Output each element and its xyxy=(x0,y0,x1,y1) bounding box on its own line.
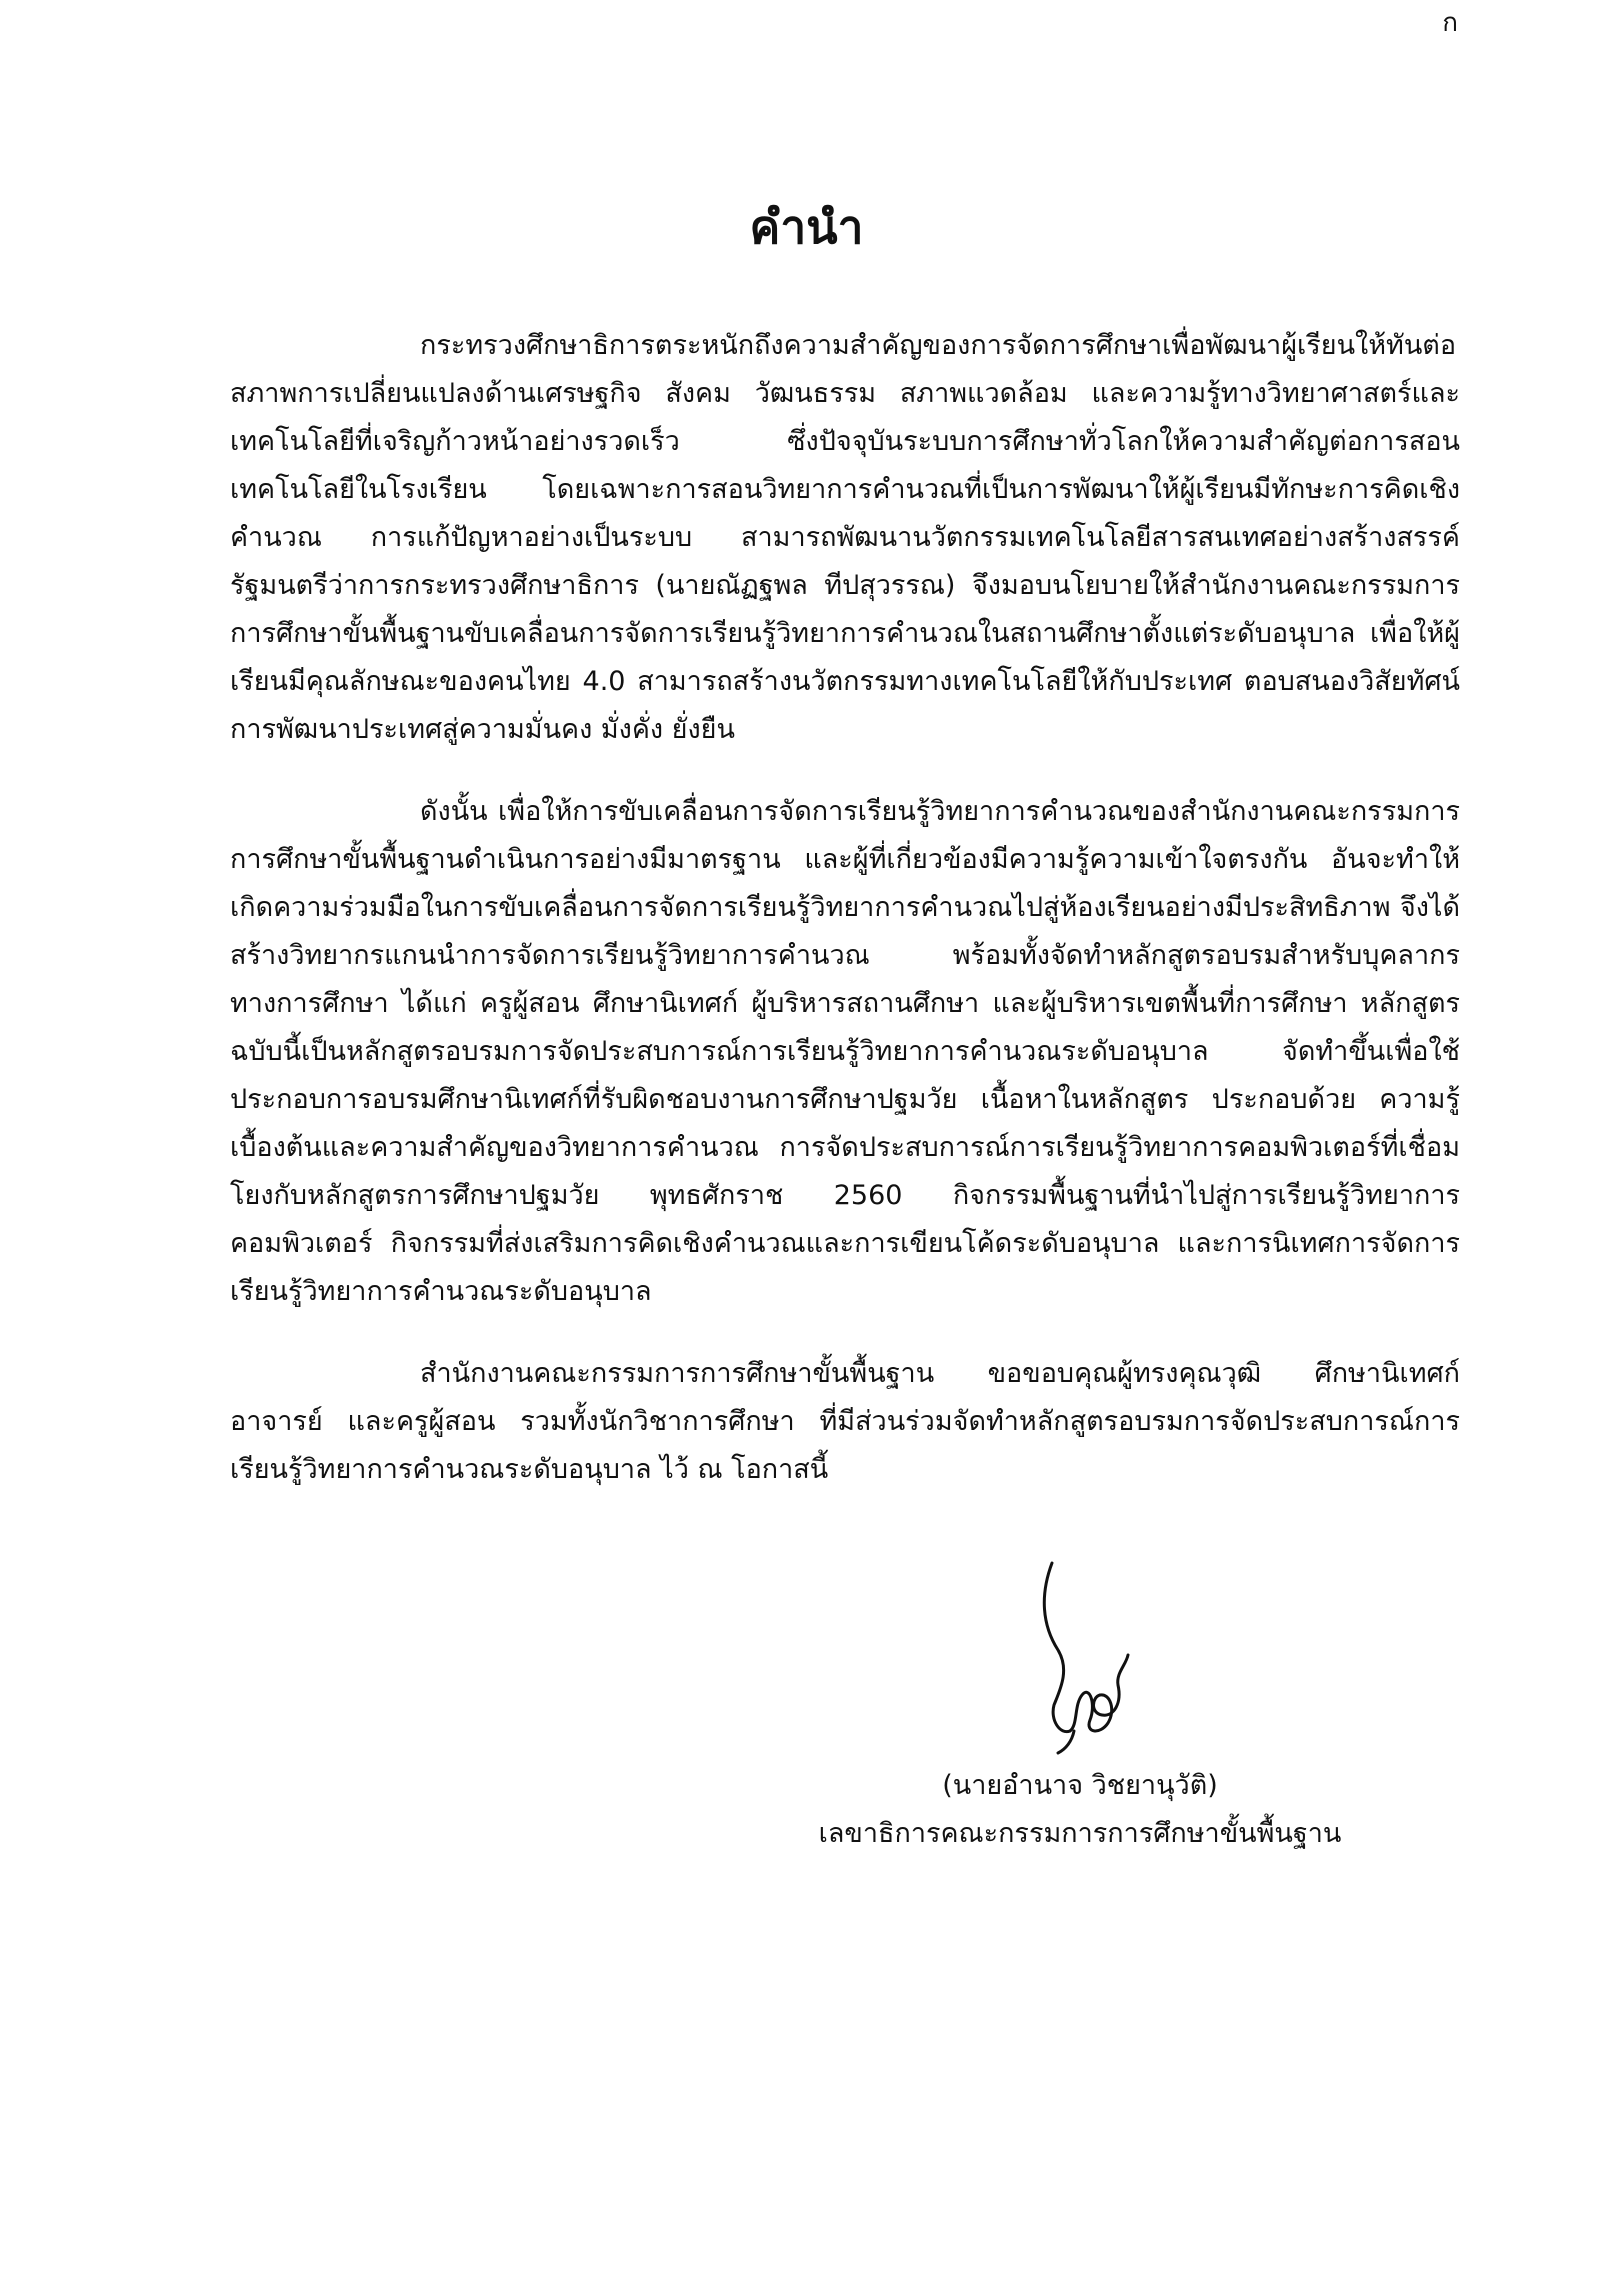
page-number: ก xyxy=(1442,8,1458,38)
signer-position: เลขาธิการคณะกรรมการการศึกษาขั้นพื้นฐาน xyxy=(818,1818,1342,1849)
paragraph-3: สำนักงานคณะกรรมการการศึกษาขั้นพื้นฐาน ขอขอบคุณผู้ทรงคุณวุฒิ ศึกษานิเทศก์ อาจารย์ และครูผู้สอน รวมทั้งนักวิชาการศึกษา ที่มีส่วนร่วมจัดทำหลักสูตรอบรมการจัดประสบการณ์การเรียนรู้วิทยาการคำนวณระดับอนุบาล ไว้ ณ โอกาสนี้ xyxy=(230,1358,1460,1485)
page-title: คำนำ xyxy=(749,200,864,254)
signer-block xyxy=(760,1762,1400,1858)
handwritten-signature xyxy=(1030,1555,1140,1755)
signer-name: (นายอำนาจ วิชยานุวัติ) xyxy=(942,1770,1218,1801)
body-text xyxy=(230,322,1460,1494)
paragraph-2: ดังนั้น เพื่อให้การขับเคลื่อนการจัดการเรียนรู้วิทยาการคำนวณของสำนักงานคณะกรรมการการศึกษาขั้นพื้นฐานดำเนินการอย่างมีมาตรฐาน และผู้ที่เกี่ยวข้องมีความรู้ความเข้าใจตรงกัน อันจะทำให้เกิดความร่วมมือในการขับเคลื่อนการจัดการเรียนรู้วิทยาการคำนวณไปสู่ห้องเรียนอย่างมีประสิทธิภาพ จึงได้สร้างวิทยากรแกนนำการจัดการเรียนรู้วิทยาการคำนวณ พร้อมทั้งจัดทำหลักสูตรอบรมสำหรับบุคลากรทางการศึกษา ได้แก่ ครูผู้สอน ศึกษานิเทศก์ ผู้บริหารสถานศึกษา และผู้บริหารเขตพื้นที่การศึกษา หลักสูตรฉบับนี้เป็นหลักสูตรอบรมการจัดประสบการณ์การเรียนรู้วิทยาการคำนวณระดับอนุบาล จัดทำขึ้นเพื่อใช้ประกอบการอบรมศึกษานิเทศก์ที่รับผิดชอบงานการศึกษาปฐมวัย เนื้อหาในหลักสูตร ประกอบด้วย ความรู้เบื้องต้นและความสำคัญของวิทยาการคำนวณ การจัดประสบการณ์การเรียนรู้วิทยาการคอมพิวเตอร์ที่เชื่อมโยงกับหลักสูตรการศึกษาปฐมวัย พุทธศักราช 2560 กิจกรรมพื้นฐานที่นำไปสู่การเรียนรู้วิทยาการคอมพิวเตอร์ กิจกรรมที่ส่งเสริมการคิดเชิงคำนวณและการเขียนโค้ดระดับอนุบาล และการนิเทศการจัดการเรียนรู้วิทยาการคำนวณระดับอนุบาล xyxy=(230,796,1460,1307)
paragraph-1: กระทรวงศึกษาธิการตระหนักถึงความสำคัญของการจัดการศึกษาเพื่อพัฒนาผู้เรียนให้ทันต่อสภาพการเปลี่ยนแปลงด้านเศรษฐกิจ สังคม วัฒนธรรม สภาพแวดล้อม และความรู้ทางวิทยาศาสตร์และเทคโนโลยีที่เจริญก้าวหน้าอย่างรวดเร็ว ซึ่งปัจจุบันระบบการศึกษาทั่วโลกให้ความสำคัญต่อการสอนเทคโนโลยีในโรงเรียน โดยเฉพาะการสอนวิทยาการคำนวณที่เป็นการพัฒนาให้ผู้เรียนมีทักษะการคิดเชิงคำนวณ การแก้ปัญหาอย่างเป็นระบบ สามารถพัฒนานวัตกรรมเทคโนโลยีสารสนเทศอย่างสร้างสรรค์ รัฐมนตรีว่าการกระทรวงศึกษาธิการ (นายณัฏฐพล ทีปสุวรรณ) จึงมอบนโยบายให้สำนักงานคณะกรรมการการศึกษาขั้นพื้นฐานขับเคลื่อนการจัดการเรียนรู้วิทยาการคำนวณในสถานศึกษาตั้งแต่ระดับอนุบาล เพื่อให้ผู้เรียนมีคุณลักษณะของคนไทย 4.0 สามารถสร้างนวัตกรรมทางเทคโนโลยีให้กับประเทศ ตอบสนองวิสัยทัศน์การพัฒนาประเทศสู่ความมั่นคง มั่งคั่ง ยั่งยืน xyxy=(230,330,1460,745)
